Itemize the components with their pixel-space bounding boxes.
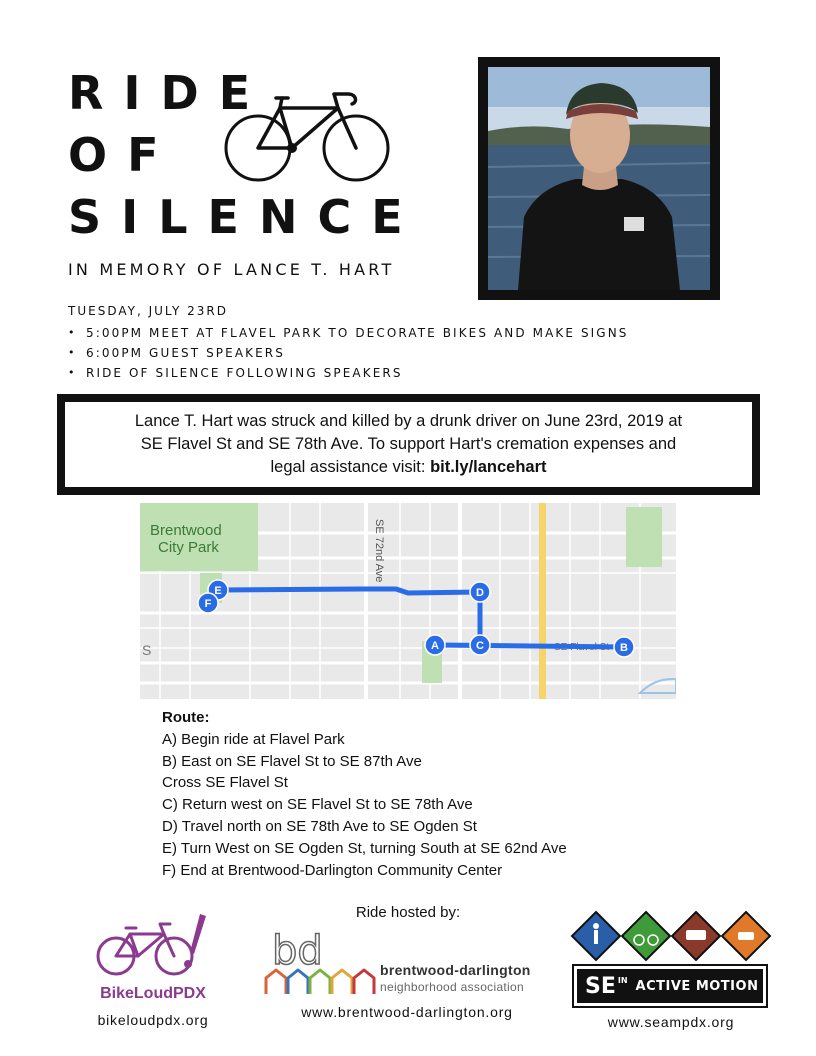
schedule-item <box>68 343 629 363</box>
bd-subtitle: neighborhood association <box>380 980 524 994</box>
memorial-photo <box>488 67 710 290</box>
event-schedule <box>68 323 629 383</box>
se-active-motion-logo[interactable] <box>566 910 776 1030</box>
map-marker: F <box>204 598 212 610</box>
bullet-icon: • <box>68 326 77 339</box>
title-line-silence: SILENCE <box>68 190 423 244</box>
map-marker: A <box>431 640 439 652</box>
schedule-item-text: 5:00PM MEET AT FLAVEL PARK TO DECORATE BIKES AND MAKE SIGNS <box>86 326 629 340</box>
schedule-item-text: RIDE OF SILENCE FOLLOWING SPEAKERS <box>86 366 403 380</box>
bikeloud-name: BikeLoudPDX <box>100 985 206 1002</box>
se-in: IN <box>617 975 628 985</box>
bd-url[interactable]: www.brentwood-darlington.org <box>301 1004 513 1020</box>
bikeloud-bicycle-icon <box>88 908 218 978</box>
bullet-icon: • <box>68 346 77 359</box>
donation-link[interactable]: bit.ly/lancehart <box>430 458 547 476</box>
bd-name: brentwood-darlington <box>380 962 531 978</box>
schedule-item <box>68 363 629 383</box>
notice-line: SE Flavel St and SE 78th Ave. To support Hart's cremation expenses and <box>140 435 677 453</box>
route-step: E) Turn West on SE Ogden St, turning South at SE 62nd Ave <box>162 839 567 857</box>
se-url[interactable]: www.seampdx.org <box>607 1014 735 1030</box>
park-label: Brentwood <box>150 522 222 539</box>
route-map[interactable] <box>140 503 676 699</box>
map-marker: E <box>214 585 222 597</box>
hosted-by-label: Ride hosted by: <box>355 904 461 921</box>
schedule-item <box>68 323 629 343</box>
map-marker: B <box>620 642 628 654</box>
route-step: C) Return west on SE Flavel St to SE 78th Ave <box>162 796 473 814</box>
notice-line-prefix: legal assistance visit: <box>270 458 431 476</box>
notice-line <box>65 456 752 479</box>
schedule-item-text: 6:00PM GUEST SPEAKERS <box>86 346 285 360</box>
route-description <box>162 707 567 881</box>
title-line-of: OF <box>68 128 179 182</box>
bullet-icon: • <box>68 366 77 379</box>
bicycle-icon <box>222 86 392 186</box>
memorial-notice <box>57 394 760 495</box>
memorial-photo-frame <box>478 57 720 300</box>
street-label: SE 72nd Ave <box>373 519 385 583</box>
bikeloud-logo[interactable] <box>78 908 228 1028</box>
bd-logo-letters: bd <box>272 928 323 974</box>
memorial-subtitle: IN MEMORY OF LANCE T. HART <box>68 260 395 279</box>
notice-line: Lance T. Hart was struck and killed by a drunk driver on June 23rd, 2019 at <box>134 412 683 430</box>
map-marker: D <box>476 587 484 599</box>
street-label: S <box>142 642 152 658</box>
se-name: ACTIVE MOTION <box>635 978 759 994</box>
route-title: Route: <box>162 709 210 726</box>
route-step: A) Begin ride at Flavel Park <box>162 730 345 748</box>
se-signs-icon <box>566 910 776 966</box>
route-step: F) End at Brentwood-Darlington Community Center <box>162 861 503 879</box>
title-line-ride: RIDE <box>68 66 271 120</box>
park-label: City Park <box>158 539 219 556</box>
street-label: SE Flavel St <box>554 642 610 653</box>
event-date: TUESDAY, JULY 23RD <box>68 304 228 318</box>
route-step: D) Travel north on SE 78th Ave to SE Ogden St <box>162 817 477 835</box>
route-step: Cross SE Flavel St <box>162 774 288 792</box>
se-letters: SE <box>585 973 616 999</box>
bikeloud-url[interactable]: bikeloudpdx.org <box>97 1012 209 1028</box>
bd-houses-icon <box>262 926 380 998</box>
map-marker: C <box>476 640 484 652</box>
brentwood-darlington-logo[interactable] <box>262 926 552 1026</box>
se-banner <box>574 966 766 1006</box>
route-step: B) East on SE Flavel St to SE 87th Ave <box>162 752 422 770</box>
